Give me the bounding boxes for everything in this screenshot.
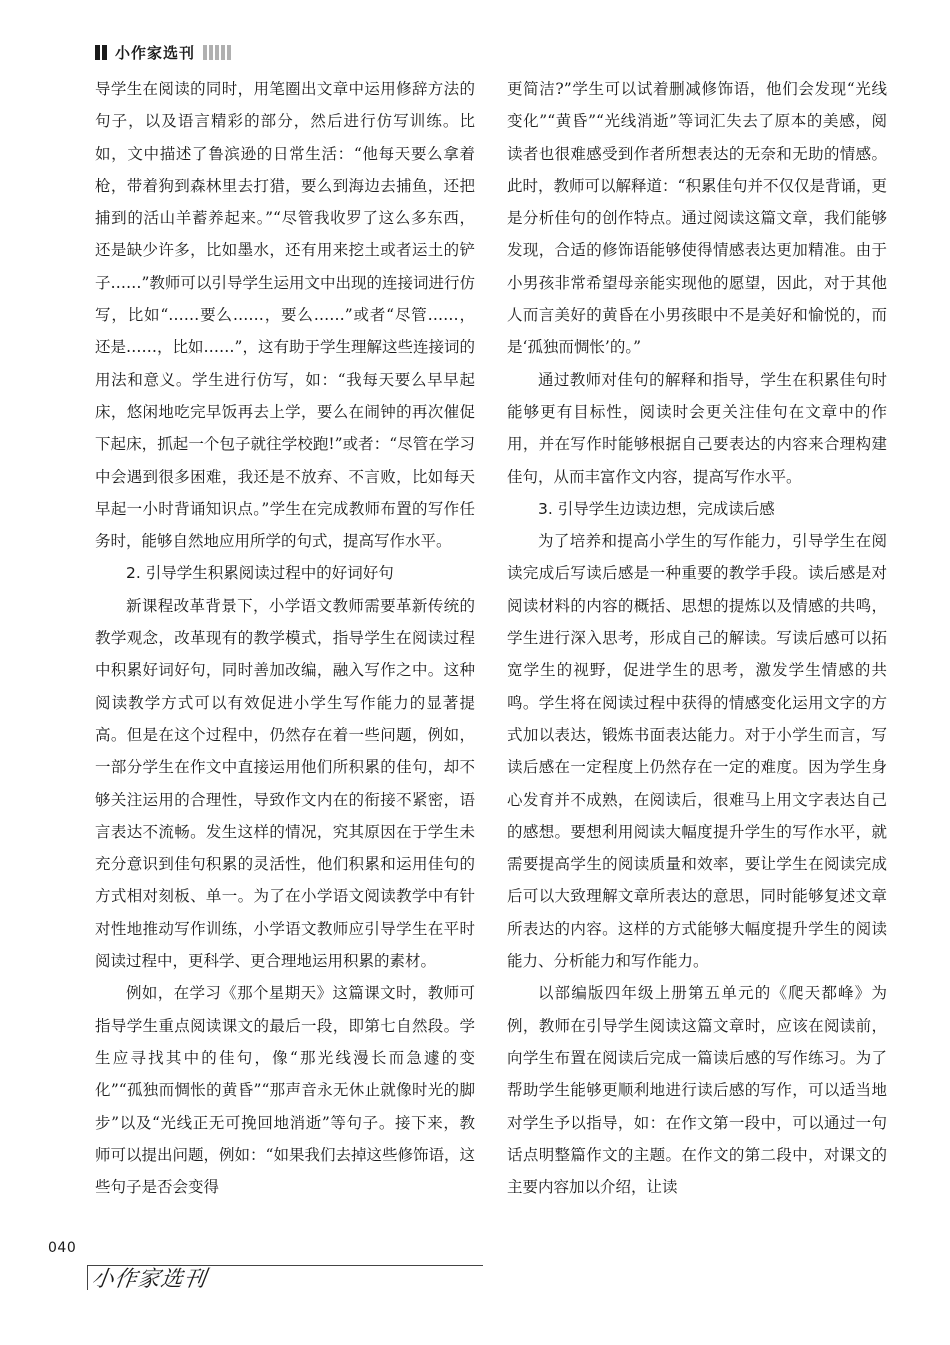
header-bar-decoration — [203, 45, 207, 60]
header-bar-decoration — [102, 45, 107, 60]
header-bar-decoration — [221, 45, 225, 60]
running-header — [95, 42, 233, 62]
right-column — [507, 73, 887, 1203]
header-bar-decoration — [209, 45, 213, 60]
footer-rule — [87, 1265, 88, 1290]
paragraph: 新课程改革背景下，小学语文教师需要革新传统的教学观念，改革现有的教学模式，指导学生在阅读过程中积累好词好句，同时善加改编，融入写作之中。这种阅读教学方式可以有效促进小学生写作能力的显著提高。但是在这个过程中，仍然存在着一些问题，例如，一部分学生在作文中直接运用他们所积累的佳句，却不够关注运用的合理性，导致作文内在的衔接不紧密，语言表达不流畅。发生这样的情况，究其原因在于学生未充分意识到佳句积累的灵活性，他们积累和运用佳句的方式相对刻板、单一。为了在小学语文阅读教学中有针对性地推动写作训练，小学语文教师应引导学生在平时阅读过程中，更科学、更合理地运用积累的素材。 — [95, 596, 475, 971]
paragraph: 导学生在阅读的同时，用笔圈出文章中运用修辞方法的句子，以及语言精彩的部分，然后进行仿写训练。比如，文中描述了鲁滨逊的日常生活：“他每天要么拿着枪，带着狗到森林里去打猎，要么到海边去捕鱼，还把捕到的活山羊蓄养起来。”“尽管我收罗了这么多东西，还是缺少许多，比如墨水，还有用来挖土或者运土的铲子……”教师可以引导学生运用文中出现的连接词进行仿写，比如“……要么……，要么……”或者“尽管……，还是……，比如……”，这有助于学生理解这些连接词的用法和意义。学生进行仿写，如：“我每天要么早早起床，悠闲地吃完早饭再去上学，要么在闹钟的再次催促下起床，抓起一个包子就往学校跑!”或者：“尽管在学习中会遇到很多困难，我还是不放弃、不言败，比如每天早起一小时背诵知识点。”学生在完成教师布置的写作任务时，能够自然地应用所学的句式，提高写作水平。 — [95, 80, 475, 551]
footer-brand-logo: 小作家选刊 — [89, 1267, 209, 1292]
paragraph: 通过教师对佳句的解释和指导，学生在积累佳句时能够更有目标性，阅读时会更关注佳句在文章中的作用，并在写作时能够根据自己要表达的内容来合理构建佳句，从而丰富作文内容，提高写作水平。 — [507, 370, 887, 486]
paragraph: 例如，在学习《那个星期天》这篇课文时，教师可指导学生重点阅读课文的最后一段，即第七自然段。学生应寻找其中的佳句，像“那光线漫长而急遽的变化”“孤独而惆怅的黄昏”“那声音永无休止就像时光的脚步”以及“光线正无可挽回地消逝”等句子。接下来，教师可以提出问题，例如：“如果我们去掉这些修饰语，这些句子是否会变得 — [95, 984, 475, 1197]
header-bar-decoration — [215, 45, 219, 60]
header-bar-decoration — [227, 45, 231, 60]
left-column — [95, 73, 475, 1203]
paragraph: 以部编版四年级上册第五单元的《爬天都峰》为例，教师在引导学生阅读这篇文章时，应该在阅读前，向学生布置在阅读后完成一篇读后感的写作练习。为了帮助学生能够更顺利地进行读后感的写作，可以适当地对学生予以指导，如：在作文第一段中，可以通过一句话点明整篇作文的主题。在作文的第二段中，对课文的主要内容加以介绍，让读 — [507, 984, 887, 1197]
journal-title: 小作家选刊 — [115, 43, 196, 62]
section-heading: 2. 引导学生积累阅读过程中的好词好句 — [126, 564, 394, 583]
paragraph: 更简洁?”学生可以试着删减修饰语，他们会发现“光线变化”“黄昏”“光线消逝”等词汇失去了原本的美感，阅读者也很难感受到作者所想表达的无奈和无助的情感。此时，教师可以解释道：“积累佳句并不仅仅是背诵，更是分析佳句的创作特点。通过阅读这篇文章，我们能够发现，合适的修饰语能够使得情感表达更加精准。由于小男孩非常希望母亲能实现他的愿望，因此，对于其他人而言美好的黄昏在小男孩眼中不是美好和愉悦的，而是‘孤独而惆怅’的。” — [507, 80, 887, 357]
section-heading: 3. 引导学生边读边想，完成读后感 — [538, 499, 775, 518]
header-bar-decoration — [95, 45, 100, 60]
paragraph: 为了培养和提高小学生的写作能力，引导学生在阅读完成后写读后感是一种重要的教学手段。读后感是对阅读材料的内容的概括、思想的提炼以及情感的共鸣，学生进行深入思考，形成自己的解读。写读后感可以拓宽学生的视野，促进学生的思考，激发学生情感的共鸣。学生将在阅读过程中获得的情感变化运用文字的方式加以表达，锻炼书面表达能力。对于小学生而言，写读后感在一定程度上仍然存在一定的难度。因为学生身心发育并不成熟，在阅读后，很难马上用文字表达自己的感想。要想利用阅读大幅度提升学生的写作水平，就需要提高学生的阅读质量和效率，要让学生在阅读完成后可以大致理解文章所表达的意思，同时能够复述文章所表达的内容。这样的方式能够大幅度提升学生的阅读能力、分析能力和写作能力。 — [507, 532, 887, 971]
page-number: 040 — [48, 1240, 77, 1256]
